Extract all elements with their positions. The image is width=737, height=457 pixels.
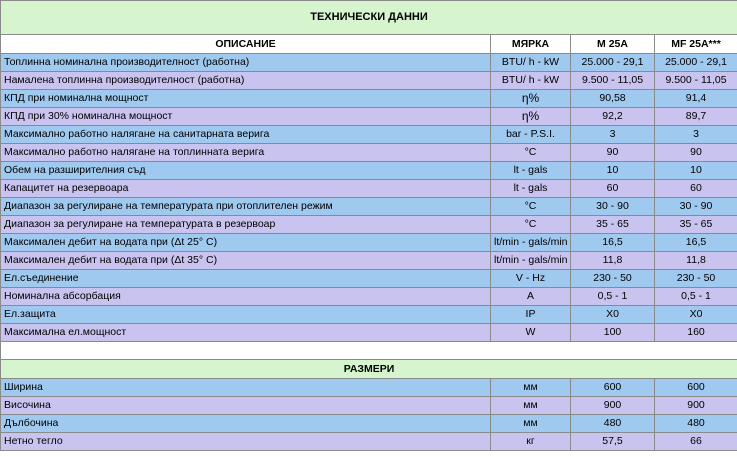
row-unit: lt - gals <box>491 162 571 180</box>
row-model1-value: 230 - 50 <box>571 270 655 288</box>
column-header-unit: МЯРКА <box>491 35 571 54</box>
table-row <box>1 306 737 324</box>
row-model2-value: 91,4 <box>655 90 737 108</box>
spacer-cell <box>1 342 737 360</box>
row-unit: °C <box>491 198 571 216</box>
section-row <box>1 360 737 379</box>
table-row <box>1 379 737 397</box>
row-label: Обем на разширителния съд <box>1 162 491 180</box>
table-row <box>1 216 737 234</box>
row-model2-value: 60 <box>655 180 737 198</box>
row-label: Ел.съединение <box>1 270 491 288</box>
row-unit: IP <box>491 306 571 324</box>
row-unit: lt/min - gals/min <box>491 234 571 252</box>
row-unit: BTU/ h - kW <box>491 54 571 72</box>
row-model1-value: 92,2 <box>571 108 655 126</box>
row-model2-value: 9.500 - 11,05 <box>655 72 737 90</box>
row-model1-value: 25.000 - 29,1 <box>571 54 655 72</box>
row-unit: bar - P.S.I. <box>491 126 571 144</box>
table-row <box>1 162 737 180</box>
row-unit: мм <box>491 415 571 433</box>
table-title: ТЕХНИЧЕСКИ ДАННИ <box>1 1 737 35</box>
row-model2-value: 230 - 50 <box>655 270 737 288</box>
row-label: Максимално работно налягане на санитарната верига <box>1 126 491 144</box>
spacer-row <box>1 342 737 360</box>
row-model1-value: 11,8 <box>571 252 655 270</box>
row-model1-value: 90 <box>571 144 655 162</box>
table-row <box>1 126 737 144</box>
row-model2-value: 480 <box>655 415 737 433</box>
row-model1-value: 90,58 <box>571 90 655 108</box>
row-label: Максимална ел.мощност <box>1 324 491 342</box>
table-row <box>1 108 737 126</box>
row-label: Максимален дебит на водата при (Δt 25° C) <box>1 234 491 252</box>
row-model1-value: 100 <box>571 324 655 342</box>
table-row <box>1 397 737 415</box>
table-row <box>1 180 737 198</box>
row-model2-value: 11,8 <box>655 252 737 270</box>
table-row <box>1 324 737 342</box>
title-row <box>1 1 737 35</box>
section-title: РАЗМЕРИ <box>1 360 737 379</box>
table-row <box>1 72 737 90</box>
table-row <box>1 54 737 72</box>
row-unit: lt/min - gals/min <box>491 252 571 270</box>
row-unit: мм <box>491 397 571 415</box>
row-model1-value: 900 <box>571 397 655 415</box>
table-row <box>1 90 737 108</box>
row-model2-value: 10 <box>655 162 737 180</box>
row-label: Ширина <box>1 379 491 397</box>
row-model1-value: 600 <box>571 379 655 397</box>
row-label: Диапазон за регулиране на температурата при отоплителен режим <box>1 198 491 216</box>
row-unit: lt - gals <box>491 180 571 198</box>
table-row <box>1 288 737 306</box>
row-model1-value: 3 <box>571 126 655 144</box>
column-header-model2: MF 25A*** <box>655 35 737 54</box>
row-unit: V - Hz <box>491 270 571 288</box>
table-row <box>1 234 737 252</box>
table-row <box>1 270 737 288</box>
row-model1-value: 35 - 65 <box>571 216 655 234</box>
row-model1-value: 60 <box>571 180 655 198</box>
row-label: Намалена топлинна производителност (работна) <box>1 72 491 90</box>
row-model2-value: 3 <box>655 126 737 144</box>
row-model2-value: 900 <box>655 397 737 415</box>
header-row <box>1 35 737 54</box>
row-unit: W <box>491 324 571 342</box>
row-label: Нетно тегло <box>1 433 491 451</box>
row-unit: °C <box>491 216 571 234</box>
row-model2-value: 30 - 90 <box>655 198 737 216</box>
row-label: Максимален дебит на водата при (Δt 35° C) <box>1 252 491 270</box>
row-model1-value: 0,5 - 1 <box>571 288 655 306</box>
row-model1-value: 16,5 <box>571 234 655 252</box>
column-header-description: ОПИСАНИЕ <box>1 35 491 54</box>
row-label: Диапазон за регулиране на температурата в резервоар <box>1 216 491 234</box>
row-model1-value: 9.500 - 11,05 <box>571 72 655 90</box>
table-row <box>1 198 737 216</box>
row-label: КПД при 30% номинална мощност <box>1 108 491 126</box>
row-model2-value: 89,7 <box>655 108 737 126</box>
table-row <box>1 433 737 451</box>
row-model1-value: 480 <box>571 415 655 433</box>
row-unit: кг <box>491 433 571 451</box>
row-unit: °C <box>491 144 571 162</box>
row-model2-value: 0,5 - 1 <box>655 288 737 306</box>
column-header-model1: M 25A <box>571 35 655 54</box>
row-model2-value: 66 <box>655 433 737 451</box>
row-model2-value: 600 <box>655 379 737 397</box>
row-unit: A <box>491 288 571 306</box>
row-unit: мм <box>491 379 571 397</box>
row-model2-value: 25.000 - 29,1 <box>655 54 737 72</box>
row-unit: η% <box>491 90 571 108</box>
row-label: Ел.защита <box>1 306 491 324</box>
row-label: Топлинна номинална производителност (работна) <box>1 54 491 72</box>
row-model2-value: 90 <box>655 144 737 162</box>
row-label: Височина <box>1 397 491 415</box>
row-label: Максимално работно налягане на топлинната верига <box>1 144 491 162</box>
row-model2-value: 16,5 <box>655 234 737 252</box>
table-row <box>1 252 737 270</box>
row-label: КПД при номинална мощност <box>1 90 491 108</box>
row-model1-value: 57,5 <box>571 433 655 451</box>
row-label: Дълбочина <box>1 415 491 433</box>
row-model2-value: 160 <box>655 324 737 342</box>
table-row <box>1 144 737 162</box>
row-model2-value: 35 - 65 <box>655 216 737 234</box>
row-model1-value: X0 <box>571 306 655 324</box>
row-label: Капацитет на резервоара <box>1 180 491 198</box>
table-row <box>1 415 737 433</box>
row-unit: BTU/ h - kW <box>491 72 571 90</box>
row-model1-value: 10 <box>571 162 655 180</box>
row-model2-value: X0 <box>655 306 737 324</box>
row-label: Номинална абсорбация <box>1 288 491 306</box>
row-model1-value: 30 - 90 <box>571 198 655 216</box>
row-unit: η% <box>491 108 571 126</box>
